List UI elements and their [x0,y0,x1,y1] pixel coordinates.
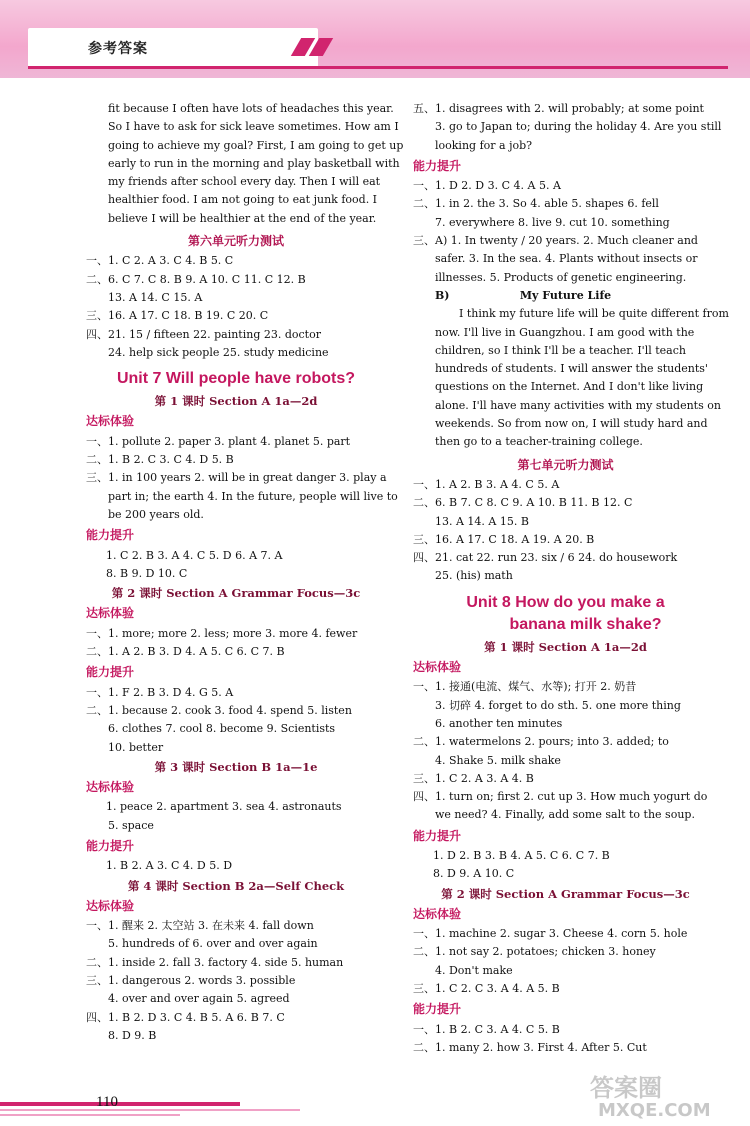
header-rule [28,66,728,69]
answer-line: 24. help sick people 25. study medicine [108,345,329,359]
text-line: I think my future life will be quite different from [459,307,729,321]
answer-line: 一、1. more; more 2. less; more 3. more 4. fewer [86,626,358,640]
right-column [413,100,729,1057]
answer-line: 6. another ten minutes [435,716,563,730]
text-line: hundreds of students. I will answer the students' [435,362,708,376]
text-line: weekends. So from now on, I will study hard and [435,417,708,431]
text-line: then go to a teacher-training college. [435,435,643,449]
answer-line: 4. Shake 5. milk shake [435,753,561,767]
footer-rule [0,1114,180,1116]
subsection-label: 达标体验 [86,898,135,913]
essay-header-row [413,287,718,305]
answer-line: 8. B 9. D 10. C [106,566,188,580]
answer-line: 8. D 9. B [108,1028,157,1042]
lesson-title: 第 2 课时 Section A Grammar Focus—3c [441,886,690,901]
subsection-label: 能力提升 [86,665,135,680]
answer-line: 一、1. C 2. A 3. C 4. B 5. C [86,254,234,268]
answer-line: 7. everywhere 8. live 9. cut 10. something [435,215,670,229]
answer-line: 一、1. pollute 2. paper 3. plant 4. planet 5. part [86,434,351,448]
text-line: alone. I'll have many activities with my students on [435,398,721,412]
answer-line: be 200 years old. [108,507,204,521]
answer-line: 三、1. dangerous 2. words 3. possible [86,974,296,988]
subsection-label: 能力提升 [413,158,462,173]
answer-line: 三、16. A 17. C 18. B 19. C 20. C [86,309,269,323]
answer-line: 二、1. not say 2. potatoes; chicken 3. honey [413,945,656,959]
text-line: questions on the Internet. And I don't like living [435,380,704,394]
answer-line: safer. 3. In the sea. 4. Plants without insects or [435,252,698,266]
answer-line: 3. go to Japan to; during the holiday 4. Are you still [435,120,722,134]
answer-line: 三、1. C 2. A 3. A 4. B [413,771,534,785]
footer-rule [0,1109,300,1111]
answer-line: 三、1. C 2. C 3. A 4. A 5. B [413,982,560,996]
answer-line: 4. over and over again 5. agreed [108,992,290,1006]
answer-line: 1. C 2. B 3. A 4. C 5. D 6. A 7. A [106,548,283,562]
answer-line: 10. better [108,740,164,754]
answer-line: 1. B 2. A 3. C 4. D 5. D [106,859,233,873]
answer-line: illnesses. 5. Products of genetic engineering. [435,270,687,284]
answer-line: 三、1. in 100 years 2. will be in great danger 3. play a [86,471,387,485]
answer-line: 5. hundreds of 6. over and over again [108,937,318,951]
answer-line: 二、1. A 2. B 3. D 4. A 5. C 6. C 7. B [86,645,285,659]
part-label: B) [435,288,450,302]
text-line: my friends after school every day. Then I will eat [108,175,381,189]
subsection-label: 能力提升 [413,828,462,843]
header-tab [28,28,318,68]
unit-title-cont: banana milk shake? [509,615,662,633]
answer-line: we need? 4. Finally, add some salt to the soup. [435,808,695,822]
text-line: believe I will be healthier at the end of the year. [108,211,377,225]
section-title: 第七单元听力测试 [517,457,614,472]
lesson-title: 第 1 课时 Section A 1a—2d [484,639,647,654]
page-number: 110 [96,1094,118,1110]
answer-line: 二、6. B 7. C 8. C 9. A 10. B 11. B 12. C [413,496,633,510]
answer-line: 三、16. A 17. C 18. A 19. A 20. B [413,532,595,546]
answer-line: 四、21. cat 22. run 23. six / 6 24. do housework [413,551,678,565]
answer-line: 一、1. F 2. B 3. D 4. G 5. A [86,685,234,699]
answer-line: 一、1. A 2. B 3. A 4. C 5. A [413,477,560,491]
answer-line: 13. A 14. A 15. B [435,514,529,528]
answer-line: 1. D 2. B 3. B 4. A 5. C 6. C 7. B [433,848,610,862]
page-header [0,0,750,78]
answer-line: part in; the earth 4. In the future, people will live to [108,489,398,503]
text-line: now. I'll live in Guangzhou. I am good with the [435,325,695,339]
answer-line: 25. (his) math [435,569,513,583]
answer-line: 一、1. 醒来 2. 太空站 3. 在未来 4. fall down [86,919,314,933]
answer-line: 二、1. because 2. cook 3. food 4. spend 5. listen [86,703,352,717]
answer-line: 五、1. disagrees with 2. will probably; at some point [413,102,704,115]
subsection-label: 达标体验 [413,660,462,675]
answer-line: 二、1. inside 2. fall 3. factory 4. side 5. human [86,955,344,969]
subsection-label: 能力提升 [413,1002,462,1017]
essay-left [86,100,404,228]
answer-line: looking for a job? [435,138,533,152]
subsection-label: 能力提升 [86,528,135,543]
answer-line: 四、21. 15 / fifteen 22. painting 23. doctor [86,327,321,341]
text-line: going to achieve my goal? First, I am going to get up [108,138,404,152]
left-column [86,100,404,1045]
lesson-title: 第 3 课时 Section B 1a—1e [154,759,318,774]
subsection-label: 能力提升 [86,838,135,853]
header-title: 参考答案 [88,41,148,57]
answer-line: 4. Don't make [435,963,513,977]
answer-line: 二、6. C 7. C 8. B 9. A 10. C 11. C 12. B [86,272,306,286]
answer-line: 13. A 14. C 15. A [108,290,203,304]
lesson-title: 第 4 课时 Section B 2a—Self Check [127,878,345,893]
subsection-label: 达标体验 [86,780,135,795]
footer-rule [0,1102,240,1106]
answer-line: 1. peace 2. apartment 3. sea 4. astronauts [106,800,342,814]
text-line: children, so I think I'll be a teacher. I'll teach [435,343,686,357]
section-title: 第六单元听力测试 [187,234,284,249]
unit-title: Unit 8 How do you make a [466,593,665,611]
subsection-label: 达标体验 [413,906,462,921]
lesson-title: 第 2 课时 Section A Grammar Focus—3c [111,586,361,601]
answer-line: 6. clothes 7. cool 8. become 9. Scientists [108,722,336,736]
answer-line: 二、1. many 2. how 3. First 4. After 5. Cut [413,1040,647,1054]
answer-line: 二、1. watermelons 2. pours; into 3. added; to [413,735,669,749]
text-line: healthier food. I am not going to eat junk food. I [108,193,378,207]
watermark-url: MXQE.COM [598,1100,711,1121]
text-line: early to run in the morning and play basketball with [108,156,400,170]
text-line: fit because I often have lots of headaches this year. [108,102,394,115]
answer-line: 二、1. B 2. C 3. C 4. D 5. B [86,453,234,467]
answer-line: 5. space [108,818,154,832]
lesson-title: 第 1 课时 Section A 1a—2d [154,394,318,409]
essay-title: My Future Life [519,288,612,302]
answer-line: 3. 切碎 4. forget to do sth. 5. one more thing [435,698,681,712]
watermark-logo: 答案圈 [590,1074,662,1102]
answer-line: 四、1. turn on; first 2. cut up 3. How much yogurt do [413,790,708,804]
answer-line: 一、1. D 2. D 3. C 4. A 5. A [413,179,561,193]
subsection-label: 达标体验 [86,606,135,621]
text-line: So I have to ask for sick leave sometimes. How am I [108,120,399,134]
subsection-label: 达标体验 [86,414,135,429]
answer-line: 一、1. B 2. C 3. A 4. C 5. B [413,1022,560,1036]
unit-title: Unit 7 Will people have robots? [116,370,356,388]
answer-line: 一、1. machine 2. sugar 3. Cheese 4. corn 5. hole [413,927,688,941]
answer-line: 二、1. in 2. the 3. So 4. able 5. shapes 6. fell [413,197,659,211]
answer-line: 四、1. B 2. D 3. C 4. B 5. A 6. B 7. C [86,1010,285,1024]
answer-line: 8. D 9. A 10. C [433,867,515,881]
answer-line: 一、1. 接通(电流、煤气、水等); 打开 2. 奶昔 [413,680,637,694]
answer-line: 三、A) 1. In twenty / 20 years. 2. Much cleaner and [413,234,698,248]
